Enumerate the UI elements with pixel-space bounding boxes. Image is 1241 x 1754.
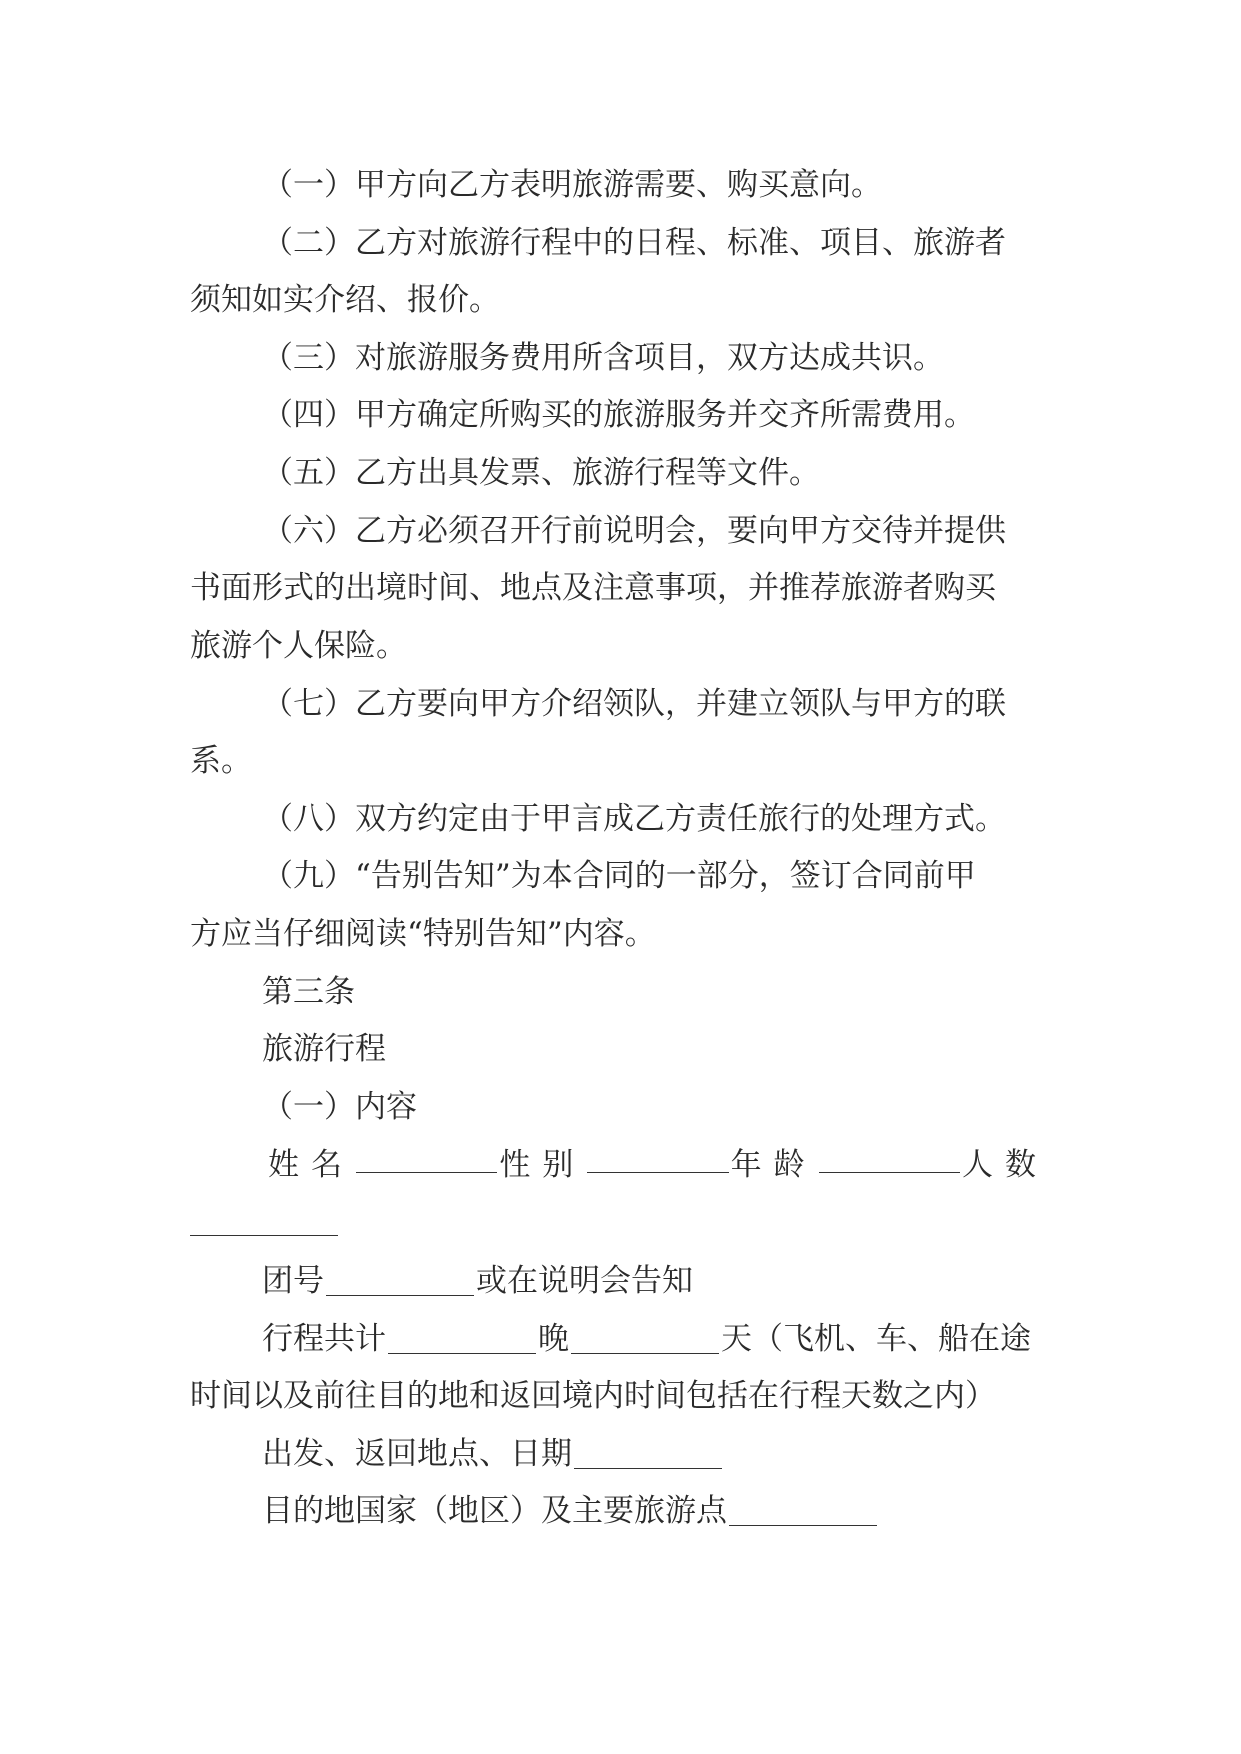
age-blank[interactable]: [819, 1142, 960, 1173]
clause-6: （六）乙方必须召开行前说明会，要向甲方交待并提供: [262, 513, 1006, 549]
clause-2: （二）乙方对旅游行程中的日程、标准、项目、旅游者: [262, 225, 1006, 261]
clause-7-cont: 系。: [190, 743, 252, 779]
clause-9: （九）“告别告知”为本合同的一部分，签订合同前甲: [262, 858, 976, 894]
destination-row: [262, 1488, 879, 1534]
nights-blank[interactable]: [388, 1323, 536, 1354]
trip-duration-row: [262, 1316, 1031, 1362]
section-title: 旅游行程: [262, 1031, 386, 1067]
clause-7: （七）乙方要向甲方介绍领队，并建立领队与甲方的联: [262, 686, 1006, 722]
group-blank[interactable]: [326, 1265, 474, 1296]
clause-6-cont-1: 书面形式的出境时间、地点及注意事项，并推荐旅游者购买: [190, 570, 996, 606]
subsection-content: （一）内容: [262, 1089, 417, 1125]
group-row: [262, 1258, 693, 1304]
count-blank-line: [190, 1198, 340, 1244]
departure-label: 出发、返回地点、日期: [262, 1436, 572, 1472]
count-label: 人数: [961, 1147, 1048, 1183]
trip-night-label: 晚: [538, 1321, 569, 1357]
group-suffix: 或在说明会告知: [476, 1263, 693, 1299]
clause-5: （五）乙方出具发票、旅游行程等文件。: [262, 455, 820, 491]
clause-6-cont-2: 旅游个人保险。: [190, 628, 407, 664]
clause-3: （三）对旅游服务费用所含项目，双方达成共识。: [262, 340, 944, 376]
departure-row: [262, 1431, 724, 1477]
article-heading: 第三条: [262, 974, 355, 1010]
name-blank[interactable]: [356, 1142, 497, 1173]
count-blank[interactable]: [190, 1205, 338, 1236]
gender-label: 性别: [499, 1147, 586, 1183]
departure-blank[interactable]: [574, 1438, 722, 1469]
destination-label: 目的地国家（地区）及主要旅游点: [262, 1493, 727, 1529]
days-blank[interactable]: [571, 1323, 719, 1354]
clause-9-cont: 方应当仔细阅读“特别告知”内容。: [190, 916, 656, 952]
destination-blank[interactable]: [729, 1495, 877, 1526]
clause-8: （八）双方约定由于甲言成乙方责任旅行的处理方式。: [262, 801, 1006, 837]
trip-prefix: 行程共计: [262, 1321, 386, 1357]
age-label: 年龄: [730, 1147, 817, 1183]
clause-1: （一）甲方向乙方表明旅游需要、购买意向。: [262, 167, 882, 203]
trip-day-tail: 天（飞机、车、船在途: [721, 1321, 1031, 1357]
clause-2-cont: 须知如实介绍、报价。: [190, 282, 500, 318]
group-label: 团号: [262, 1263, 324, 1299]
trip-duration-cont: 时间以及前往目的地和返回境内时间包括在行程天数之内）: [190, 1378, 996, 1414]
name-label: 姓名: [268, 1147, 354, 1183]
personal-info-row: [268, 1142, 1048, 1188]
clause-4: （四）甲方确定所购买的旅游服务并交齐所需费用。: [262, 397, 975, 433]
gender-blank[interactable]: [587, 1142, 728, 1173]
